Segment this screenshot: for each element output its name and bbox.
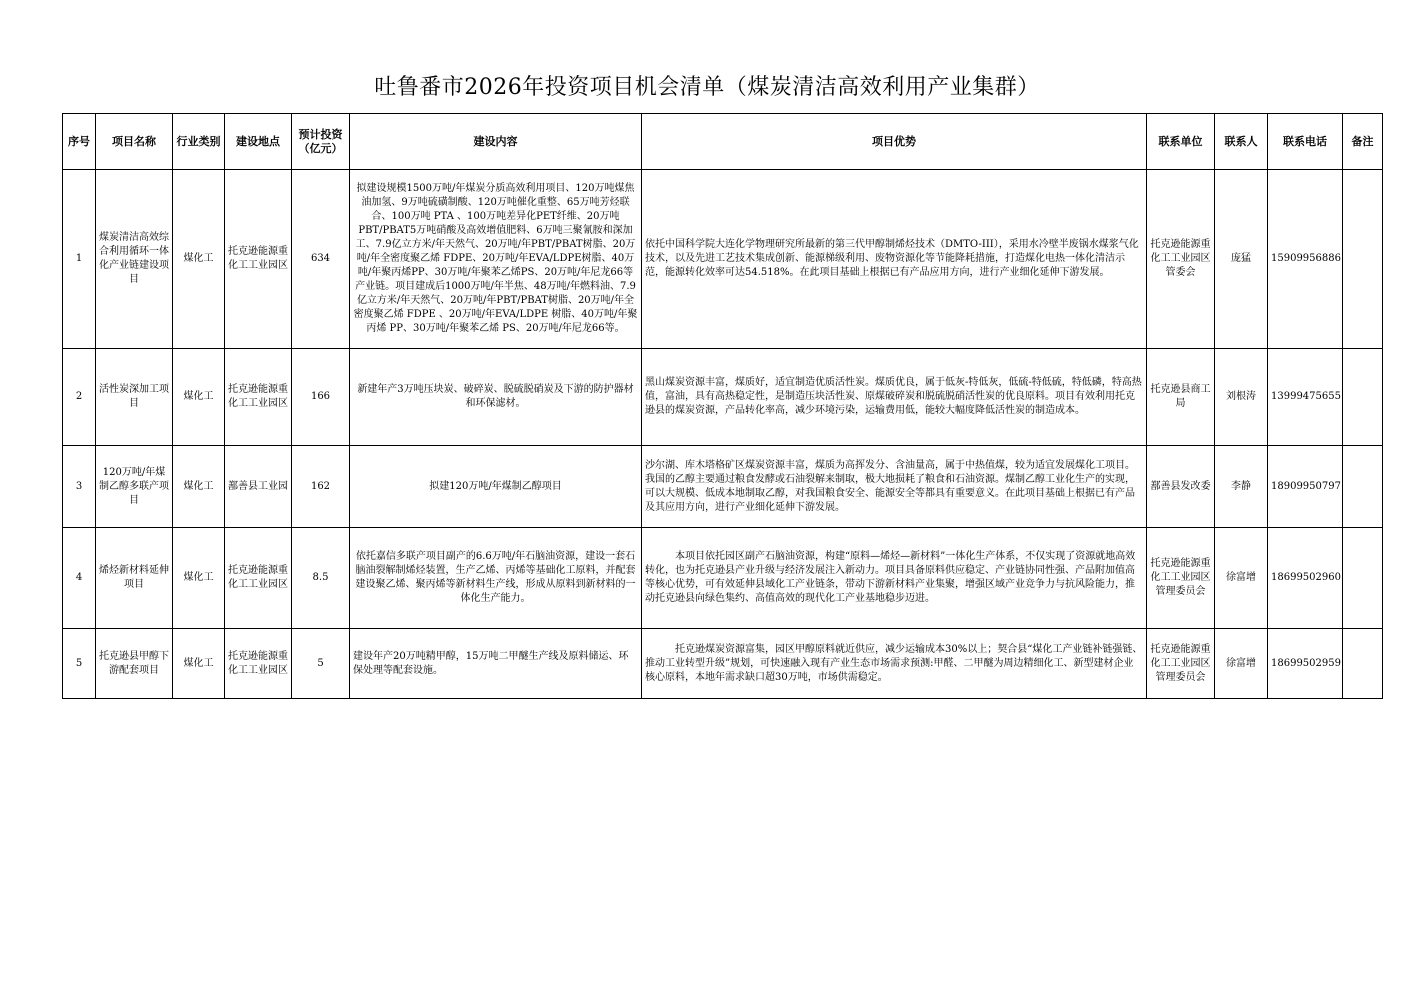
header-name: 项目名称 bbox=[96, 114, 173, 170]
cell-industry: 煤化工 bbox=[173, 446, 225, 528]
cell-person: 刘根涛 bbox=[1215, 349, 1268, 446]
cell-unit: 托克逊能源重化工工业园区管理委员会 bbox=[1147, 528, 1215, 629]
header-location: 建设地点 bbox=[225, 114, 292, 170]
cell-advantage: 托克逊煤炭资源富集，园区甲醇原料就近供应，减少运输成本30%以上；契合县“煤化工产业链补链强链、推动工业转型升级”规划，可快速融入现有产业生态市场需求预测:甲醛、二甲醚为周边精细化工、新型建材企业核心原料，本地年需求缺口超30万吨，市场供需稳定。 bbox=[642, 629, 1147, 699]
header-content: 建设内容 bbox=[350, 114, 642, 170]
table-row bbox=[63, 446, 1383, 528]
project-table bbox=[62, 113, 1383, 699]
cell-name: 120万吨/年煤制乙醇多联产项目 bbox=[96, 446, 173, 528]
cell-advantage: 依托中国科学院大连化学物理研究所最新的第三代甲醇制烯烃技术（DMTO-III），采用水冷壁半废锅水煤浆气化技术，以及先进工艺技术集成创新、能源梯级利用、废物资源化等节能降耗措施，打造煤化电热一体化清洁示范，能源转化效率可达54.518%。在此项目基础上根据已有产品应用方向，进行产业细化延伸下游发展。 bbox=[642, 170, 1147, 349]
cell-industry: 煤化工 bbox=[173, 629, 225, 699]
header-advantage: 项目优势 bbox=[642, 114, 1147, 170]
cell-person: 徐富增 bbox=[1215, 629, 1268, 699]
cell-industry: 煤化工 bbox=[173, 170, 225, 349]
cell-remark bbox=[1343, 629, 1383, 699]
cell-content: 拟建设规模1500万吨/年煤炭分质高效利用项目、120万吨煤焦油加氢、9万吨硫磺制酸、120万吨催化重整、65万吨芳烃联合、100万吨 PTA 、100万吨差异化PET纤维、20万吨 PBT/PBAT5万吨硝酸及高效增值肥料、6万吨三聚氰胺和深加工、7.9亿立方米/年天然气、20万吨/年PBT/PBAT树脂、20万吨/年全密度聚乙烯 FDPE、20万吨/年EVA/LDPE树脂、40万吨/年聚丙烯PP、30万吨/年聚苯乙烯PS、20万吨/年尼龙66等产业链。项目建成后1000万吨/年半焦、48万吨/年燃料油、7.9亿立方米/年天然气、20万吨/年PBT/PBAT树脂、20万吨/年全密度聚乙烯 FDPE 、20万吨/年EVA/LDPE 树脂、40万吨/年聚丙烯 PP、30万吨/年聚苯乙烯 PS、20万吨/年尼龙66等。 bbox=[350, 170, 642, 349]
cell-no: 5 bbox=[63, 629, 96, 699]
cell-location: 托克逊能源重化工工业园区 bbox=[225, 349, 292, 446]
cell-name: 活性炭深加工项目 bbox=[96, 349, 173, 446]
cell-remark bbox=[1343, 528, 1383, 629]
cell-no: 4 bbox=[63, 528, 96, 629]
cell-unit: 托克逊能源重化工工业园区管委会 bbox=[1147, 170, 1215, 349]
table-row bbox=[63, 349, 1383, 446]
cell-content: 新建年产3万吨压块炭、破碎炭、脱硫脱硝炭及下游的防护器材和环保滤材。 bbox=[350, 349, 642, 446]
cell-investment: 8.5 bbox=[292, 528, 350, 629]
cell-unit: 托克逊能源重化工工业园区管理委员会 bbox=[1147, 629, 1215, 699]
cell-name: 烯烃新材料延伸项目 bbox=[96, 528, 173, 629]
cell-content: 建设年产20万吨精甲醇，15万吨二甲醚生产线及原料储运、环保处理等配套设施。 bbox=[350, 629, 642, 699]
document-title: 吐鲁番市2026年投资项目机会清单（煤炭清洁高效利用产业集群） bbox=[374, 75, 1040, 100]
cell-investment: 634 bbox=[292, 170, 350, 349]
table-header-row bbox=[63, 114, 1383, 170]
cell-content: 依托嘉信多联产项目副产的6.6万吨/年石脑油资源，建设一套石脑油裂解制烯烃装置，生产乙烯、丙烯等基础化工原料，并配套建设聚乙烯、聚丙烯等新材料生产线，形成从原料到新材料的一体化生产能力。 bbox=[350, 528, 642, 629]
cell-investment: 162 bbox=[292, 446, 350, 528]
cell-unit: 托克逊县商工局 bbox=[1147, 349, 1215, 446]
cell-investment: 166 bbox=[292, 349, 350, 446]
header-industry: 行业类别 bbox=[173, 114, 225, 170]
cell-location: 托克逊能源重化工工业园区 bbox=[225, 170, 292, 349]
cell-investment: 5 bbox=[292, 629, 350, 699]
cell-advantage: 本项目依托园区副产石脑油资源，构建“原料—烯烃—新材料”一体化生产体系，不仅实现了资源就地高效转化，也为托克逊县产业升级与经济发展注入新动力。项目具备原料供应稳定、产业链协同性强、产品附加值高等核心优势，可有效延伸县域化工产业链条，带动下游新材料产业集聚，增强区域产业竞争力与抗风险能力，推动托克逊县向绿色集约、高值高效的现代化工产业基地稳步迈进。 bbox=[642, 528, 1147, 629]
table-row bbox=[63, 528, 1383, 629]
cell-person: 徐富增 bbox=[1215, 528, 1268, 629]
cell-phone: 15909956886 bbox=[1268, 170, 1343, 349]
table-row bbox=[63, 170, 1383, 349]
cell-person: 庞猛 bbox=[1215, 170, 1268, 349]
cell-person: 李静 bbox=[1215, 446, 1268, 528]
header-phone: 联系电话 bbox=[1268, 114, 1343, 170]
cell-unit: 鄯善县发改委 bbox=[1147, 446, 1215, 528]
cell-no: 1 bbox=[63, 170, 96, 349]
cell-phone: 18909950797 bbox=[1268, 446, 1343, 528]
table-row bbox=[63, 629, 1383, 699]
cell-phone: 13999475655 bbox=[1268, 349, 1343, 446]
cell-remark bbox=[1343, 446, 1383, 528]
header-no: 序号 bbox=[63, 114, 96, 170]
cell-no: 3 bbox=[63, 446, 96, 528]
cell-name: 煤炭清洁高效综合利用循环一体化产业链建设项目 bbox=[96, 170, 173, 349]
header-unit: 联系单位 bbox=[1147, 114, 1215, 170]
header-person: 联系人 bbox=[1215, 114, 1268, 170]
cell-content: 拟建120万吨/年煤制乙醇项目 bbox=[350, 446, 642, 528]
cell-phone: 18699502959 bbox=[1268, 629, 1343, 699]
cell-location: 托克逊能源重化工工业园区 bbox=[225, 629, 292, 699]
header-investment: 预计投资（亿元） bbox=[292, 114, 350, 170]
cell-remark bbox=[1343, 349, 1383, 446]
cell-industry: 煤化工 bbox=[173, 528, 225, 629]
cell-remark bbox=[1343, 170, 1383, 349]
cell-location: 鄯善县工业园 bbox=[225, 446, 292, 528]
cell-industry: 煤化工 bbox=[173, 349, 225, 446]
cell-phone: 18699502960 bbox=[1268, 528, 1343, 629]
cell-location: 托克逊能源重化工工业园区 bbox=[225, 528, 292, 629]
cell-advantage: 黑山煤炭资源丰富，煤质好，适宜制造优质活性炭。煤质优良，属于低灰-特低灰，低硫-特低硫，特低磷，特高热值，富油，具有高热稳定性，是制造压块活性炭、原煤破碎炭和脱硫脱硝活性炭的优良原料。项目有效利用托克逊县的煤炭资源，产品转化率高，减少环境污染，运输费用低，能较大幅度降低活性炭的制造成本。 bbox=[642, 349, 1147, 446]
header-remark: 备注 bbox=[1343, 114, 1383, 170]
cell-no: 2 bbox=[63, 349, 96, 446]
cell-name: 托克逊县甲醇下游配套项目 bbox=[96, 629, 173, 699]
cell-advantage: 沙尔湖、库木塔格矿区煤炭资源丰富，煤质为高挥发分、含油量高，属于中热值煤，较为适宜发展煤化工项目。我国的乙醇主要通过粮食发酵或石油裂解来制取，极大地损耗了粮食和石油资源。煤制乙醇工业化生产的实现，可以大规模、低成本地制取乙醇，对我国粮食安全、能源安全等都具有重要意义。在此项目基础上根据已有产品及其应用方向，进行产业细化延伸下游发展。 bbox=[642, 446, 1147, 528]
